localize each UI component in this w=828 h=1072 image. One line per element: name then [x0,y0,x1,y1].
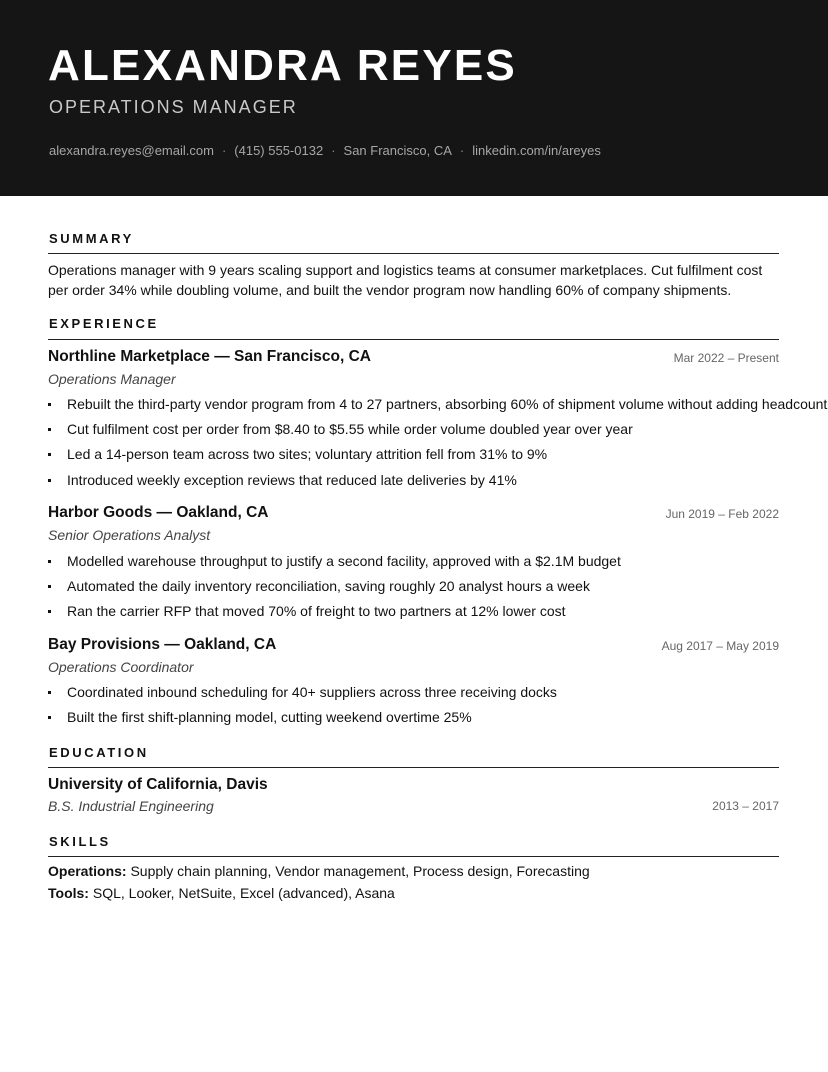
section-divider [48,856,779,857]
contact-line [49,143,601,159]
candidate-role: OPERATIONS MANAGER [49,97,298,117]
section-divider [48,253,779,254]
job-bullet [48,551,780,571]
job-bullet-text: Led a 14-person team across two sites; voluntary attrition fell from 31% to 9% [67,446,548,462]
contact-separator: · [221,143,227,158]
job-bullet [48,394,828,414]
education-degree: B.S. Industrial Engineering [48,798,214,814]
section-divider [48,767,779,768]
job-role: Senior Operations Analyst [48,527,211,543]
contact-separator: · [331,143,336,158]
job-bullet [48,419,780,439]
job-bullet [48,682,780,702]
skills-tools-value: SQL, Looker, NetSuite, Excel (advanced), Asana [92,885,395,901]
bullet-marker [48,453,51,456]
job-bullet [48,707,780,727]
summary-text: Operations manager with 9 years scaling support and logistics teams at consumer marketplaces. Cut fulfilment cost per order 34% while doubling volume, and built the vendor program now handling 60% of company shipments. [48,262,763,298]
candidate-name: ALEXANDRA REYES [48,41,517,90]
job-bullet [48,576,780,596]
bullet-marker [48,428,51,431]
job-bullet-text: Built the first shift-planning model, cutting weekend overtime 25% [67,709,472,725]
job-dates: Mar 2022 – Present [673,351,779,365]
job-bullet-text: Automated the daily inventory reconciliation, saving roughly 20 analyst hours a week [67,578,590,594]
job-bullet-text: Rebuilt the third-party vendor program from 4 to 27 partners, absorbing 60% of shipment volume without adding headcount [67,396,828,412]
section-divider [48,339,779,340]
bullet-marker [48,585,51,588]
job-header [48,635,779,655]
bullet-marker [48,716,51,719]
job-bullet-text: Modelled warehouse throughput to justify a second facility, approved with a $2.1M budget [67,553,621,569]
job-company: Harbor Goods — Oakland, CA [48,504,269,521]
job-bullet [48,470,780,490]
bullet-marker [48,691,51,694]
education-school: University of California, Davis [48,776,268,793]
job-role: Operations Manager [48,371,176,387]
job-header [48,347,779,367]
contact-linkedin[interactable]: linkedin.com/in/areyes [472,143,601,158]
job-header [48,503,779,523]
skills-operations-label: Operations: [48,863,127,879]
contact-email[interactable]: alexandra.reyes@email.com [49,143,214,158]
job-company: Bay Provisions — Oakland, CA [48,636,277,653]
resume-header [0,0,828,196]
contact-phone[interactable]: (415) 555-0132 [234,143,324,158]
job-bullet-text: Introduced weekly exception reviews that reduced late deliveries by 41% [67,472,517,488]
job-bullet-text: Coordinated inbound scheduling for 40+ suppliers across three receiving docks [67,684,557,700]
education-details [48,797,779,815]
job-role: Operations Coordinator [48,659,194,675]
skills-tools [48,883,395,903]
section-title-education: EDUCATION [49,745,149,760]
job-dates: Aug 2017 – May 2019 [661,639,779,653]
bullet-marker [48,560,51,563]
skills-operations [48,861,590,881]
job-bullet-text: Cut fulfilment cost per order from $8.40 to $5.55 while order volume doubled year over year [67,421,633,437]
job-dates: Jun 2019 – Feb 2022 [665,507,779,521]
job-bullet-text: Ran the carrier RFP that moved 70% of freight to two partners at 12% lower cost [67,603,566,619]
education-dates: 2013 – 2017 [712,799,779,813]
bullet-marker [48,479,51,482]
skills-operations-value: Supply chain planning, Vendor management, Process design, Forecasting [130,863,590,879]
contact-location: San Francisco, CA [343,143,452,158]
section-title-summary: SUMMARY [49,231,134,246]
contact-separator: · [459,143,465,158]
section-title-experience: EXPERIENCE [49,316,159,331]
bullet-marker [48,610,51,613]
section-title-skills: SKILLS [49,834,111,849]
bullet-marker [48,403,51,406]
job-bullet [48,601,780,621]
job-company: Northline Marketplace — San Francisco, CA [48,348,372,365]
skills-tools-label: Tools: [48,885,89,901]
job-bullet [48,444,780,464]
